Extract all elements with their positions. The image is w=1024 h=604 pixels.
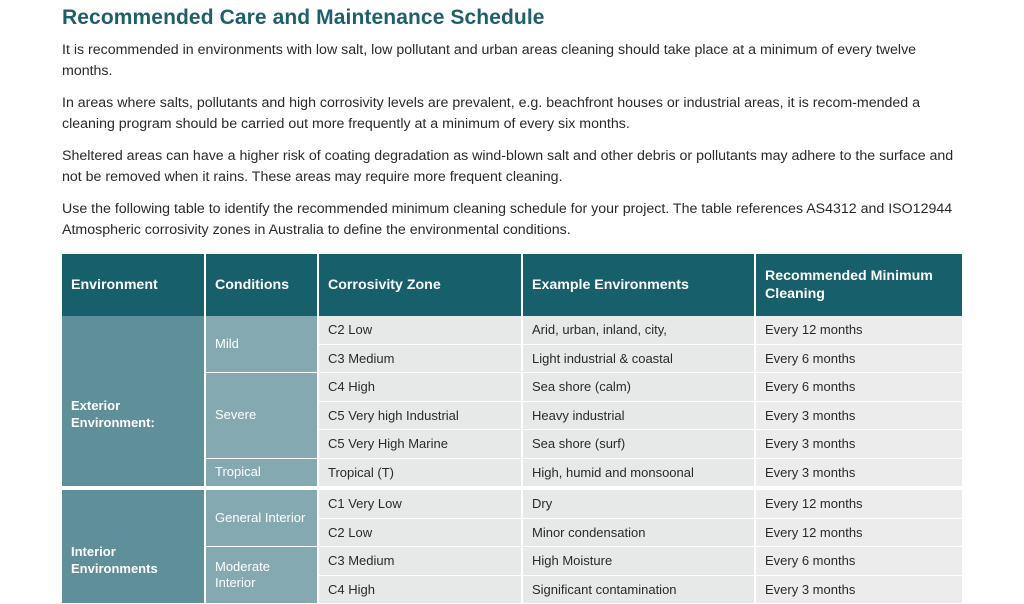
example-cell: Heavy industrial: [522, 401, 755, 430]
minimum-cleaning-cell: Every 6 months: [755, 547, 962, 576]
zone-cell: C2 Low: [318, 316, 522, 344]
minimum-cleaning-cell: Every 3 months: [755, 575, 962, 604]
header-environment: Environment: [62, 254, 205, 316]
header-recommended-minimum-cleaning: Recommended Minimum Cleaning: [755, 254, 962, 316]
condition-severe: Severe: [205, 373, 318, 459]
environment-exterior: Exterior Environment:: [62, 316, 205, 488]
example-cell: Sea shore (surf): [522, 430, 755, 459]
example-cell: Minor condensation: [522, 518, 755, 547]
zone-cell: C1 Very Low: [318, 488, 522, 518]
example-cell: High, humid and monsoonal: [522, 458, 755, 488]
cleaning-schedule-table: [62, 254, 962, 604]
example-cell: Significant contamination: [522, 575, 755, 604]
intro-paragraph-4: Use the following table to identify the recommended minimum cleaning schedule for your project. The table references AS4312 and ISO12944 Atmospheric corrosivity zones in Australia to define the environmental conditions.: [62, 201, 953, 238]
minimum-cleaning-cell: Every 3 months: [755, 401, 962, 430]
condition-moderate-interior: Moderate Interior: [205, 547, 318, 604]
zone-cell: C5 Very high Industrial: [318, 401, 522, 430]
zone-cell: C5 Very High Marine: [318, 430, 522, 459]
page-title: Recommended Care and Maintenance Schedule: [62, 6, 545, 29]
condition-tropical: Tropical: [205, 458, 318, 488]
minimum-cleaning-cell: Every 12 months: [755, 518, 962, 547]
header-example-environments: Example Environments: [522, 254, 755, 316]
header-corrosivity-zone: Corrosivity Zone: [318, 254, 522, 316]
intro-paragraph-2: In areas where salts, pollutants and high corrosivity levels are prevalent, e.g. beachfront houses or industrial areas, it is recom-mended a cleaning program should be carried out more frequently at a minimum of every six months.: [62, 95, 920, 132]
example-cell: High Moisture: [522, 547, 755, 576]
table-row: [62, 488, 962, 518]
zone-cell: C3 Medium: [318, 344, 522, 373]
zone-cell: C2 Low: [318, 518, 522, 547]
intro-paragraph-3: Sheltered areas can have a higher risk of coating degradation as wind-blown salt and other debris or pollutants may adhere to the surface and not be removed when it rains. These areas may require more frequent cleaning.: [62, 148, 954, 185]
example-cell: Dry: [522, 488, 755, 518]
minimum-cleaning-cell: Every 12 months: [755, 316, 962, 344]
intro-paragraph-1: It is recommended in environments with low salt, low pollutant and urban areas cleaning should take place at a minimum of every twelve months.: [62, 42, 917, 79]
condition-general-interior: General Interior: [205, 488, 318, 547]
header-conditions: Conditions: [205, 254, 318, 316]
example-cell: Arid, urban, inland, city,: [522, 316, 755, 344]
zone-cell: C4 High: [318, 373, 522, 402]
table-header-row: [62, 254, 962, 316]
environment-interior: Interior Environments: [62, 488, 205, 604]
minimum-cleaning-cell: Every 12 months: [755, 488, 962, 518]
example-cell: Sea shore (calm): [522, 373, 755, 402]
zone-cell: C4 High: [318, 575, 522, 604]
minimum-cleaning-cell: Every 3 months: [755, 430, 962, 459]
zone-cell: Tropical (T): [318, 458, 522, 488]
minimum-cleaning-cell: Every 6 months: [755, 344, 962, 373]
condition-mild: Mild: [205, 316, 318, 373]
zone-cell: C3 Medium: [318, 547, 522, 576]
table-row: [62, 316, 962, 344]
example-cell: Light industrial & coastal: [522, 344, 755, 373]
minimum-cleaning-cell: Every 3 months: [755, 458, 962, 488]
minimum-cleaning-cell: Every 6 months: [755, 373, 962, 402]
